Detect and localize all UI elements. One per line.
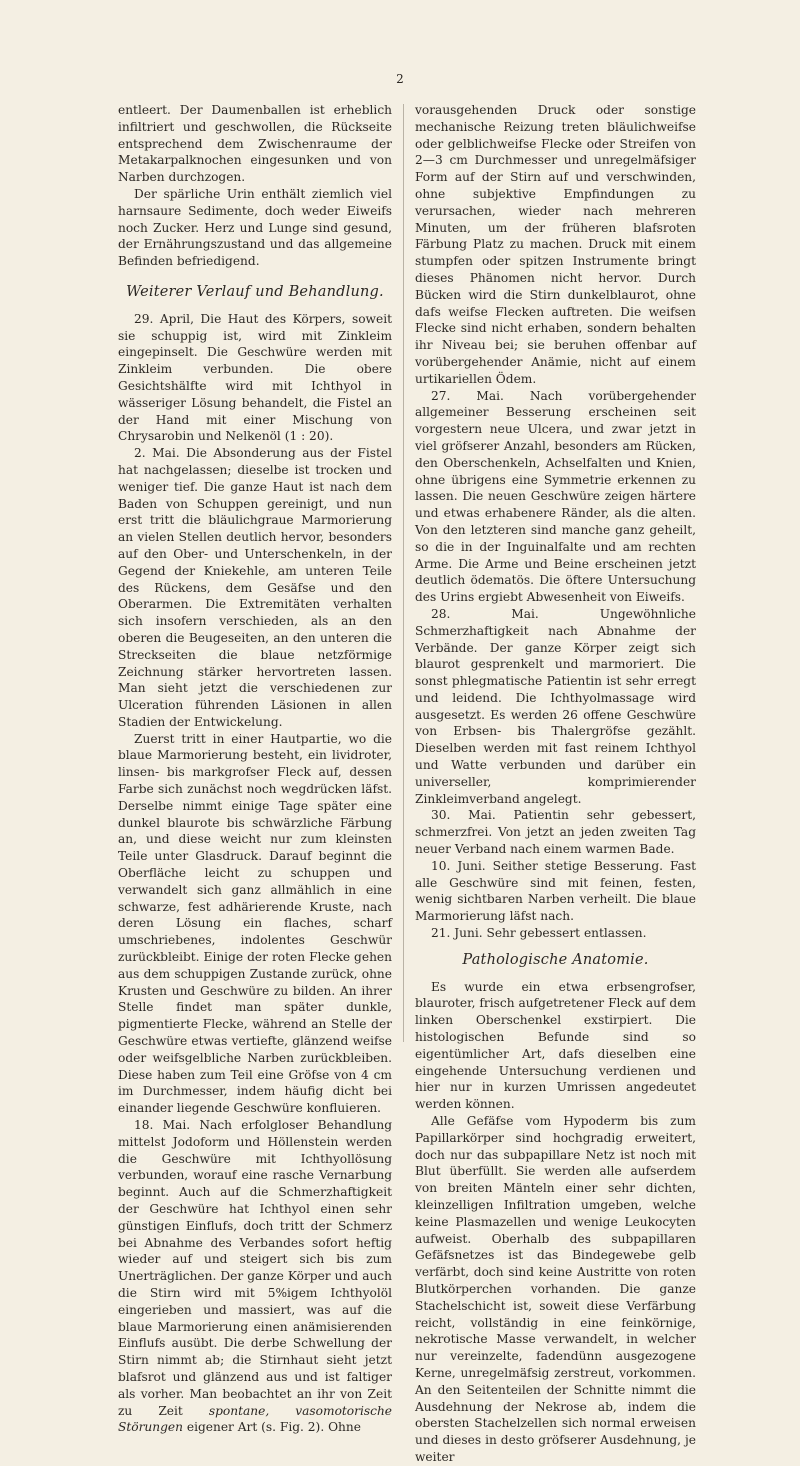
paragraph-18-mai-emphasis: spontane, vasomotorische Störungen	[118, 1403, 393, 1435]
paragraph-urine-findings: Der spärliche Urin enthält ziemlich viel harnsaure Sedimente, doch weder Eiweifs noch Zucker. Herz und Lunge sind gesund, der Ernährungszustand und das allgemeine Befinden befriedigend.	[118, 186, 392, 269]
column-divider	[403, 104, 404, 1042]
paragraph-2-mai: 2. Mai. Die Absonderung aus der Fistel hat nachgelassen; dieselbe ist trocken und weniger tief. Die ganze Haut ist nach dem Baden von Schuppen gereinigt, und nun erst tritt die bläulichgraue Marmorierung an vielen Stellen deutlich hervor, besonders auf den Ober- und Unterschenkeln, in der Gegend der Kniekehle, am unteren Teile des Rückens, dem Gesäfse und den Oberarmen. Die Extremitäten verhalten sich insofern verschieden, als an den oberen die Beugeseiten, an den unteren die Streckseiten die blaue netzförmige Zeichnung stärker hervortreten lassen. Man sieht jetzt die verschiedenen zur Ulceration führenden Läsionen in allen Stadien der Entwickelung.	[118, 446, 392, 729]
paragraph-29-april: 29. April, Die Haut des Körpers, soweit sie schuppig ist, wird mit Zinkleim eingepinselt. Die Geschwüre werden mit Zinkleim verbunden. Die obere Gesichtshälfte wird mit Ichthyol in wässeriger Lösung behandelt, die Fistel an der Hand mit einer Mischung von Chrysarobin und Nelkenöl (1 : 20).	[118, 311, 392, 444]
right-column	[415, 102, 696, 1466]
section-heading-course-treatment: Weiterer Verlauf und Behandlung.	[126, 283, 384, 300]
paragraph-21-juni: 21. Juni. Sehr gebessert entlassen.	[431, 926, 647, 941]
paragraph-pathology-1: Es wurde ein etwa erbsengrofser, blauroter, frisch aufgetretener Fleck auf dem linken Oberschenkel exstirpiert. Die histologischen Befunde sind so eigentümlicher Art, dafs dieselben eine eingehende Untersuchung verdienen und hier nur in kurzen Umrissen angedeutet werden können.	[415, 979, 696, 1112]
paragraph-30-mai: 30. Mai. Patientin sehr gebessert, schmerzfrei. Von jetzt an jeden zweiten Tag neuer Verband nach einem warmen Bade.	[415, 808, 696, 857]
paragraph-intro-continued: entleert. Der Daumenballen ist erheblich infiltriert und geschwollen, die Rückseite entsprechend dem Zwischenraume der Metakarpalknochen eingesunken und von Narben durchzogen.	[118, 103, 392, 185]
paragraph-continued: vorausgehenden Druck oder sonstige mechanische Reizung treten bläulichweifse oder gelblichweifse Flecke oder Streifen von 2—3 cm Durchmesser und unregelmäfsiger Form auf der Stirn auf und verschwinden, ohne subjektive Empfindungen zu verursachen, wieder nach mehreren Minuten, um der früheren blafsroten Färbung Platz zu machen. Druck mit einem stumpfen oder spitzen Instrumente bringt dieses Phänomen nicht hervor. Durch Bücken wird die Stirn dunkelblaurot, ohne dafs weifse Flecken auftreten. Die weifsen Flecke sind nicht erhaben, sondern behalten ihr Niveau bei; sie beruhen offenbar auf vorübergehender Anämie, nicht auf einem urtikariellen Ödem.	[415, 103, 696, 386]
left-column	[118, 102, 392, 1436]
paragraph-18-mai	[118, 1117, 392, 1436]
paragraph-18-mai-tail: eigener Art (s. Fig. 2). Ohne	[186, 1420, 361, 1435]
section-heading-pathology: Pathologische Anatomie.	[462, 951, 649, 968]
paragraph-pathology-2: Alle Gefäfse vom Hypoderm bis zum Papillarkörper sind hochgradig erweitert, doch nur das subpapillare Netz ist noch mit Blut überfüllt. Sie werden alle aufserdem von breiten Mänteln einer sehr dichten, kleinzelligen Infiltration umgeben, welche keine Plasmazellen und wenige Leukocyten aufweist. Oberhalb des subpapillaren Gefäfsnetzes ist das Bindegewebe gelb verfärbt, doch sind keine Austritte von roten Blutkörperchen vorhanden. Die ganze Stachelschicht ist, soweit diese Verfärbung reicht, vollständig in eine feinkörnige, nekrotische Masse verwandelt, in welcher nur vereinzelte, fadendünn ausgezogene Kerne, unregelmäfsig zerstreut, vorkommen. An den Seitenteilen der Schnitte nimmt die Ausdehnung der Nekrose ab, indem die obersten Stachelzellen sich normal erweisen und dieses in desto gröfserer Ausdehnung, je weiter	[415, 1114, 696, 1464]
paragraph-10-juni: 10. Juni. Seither stetige Besserung. Fast alle Geschwüre sind mit feinen, festen, wenig sichtbaren Narben verheilt. Die blaue Marmorierung läfst nach.	[415, 858, 696, 924]
paragraph-18-mai-text: 18. Mai. Nach erfolgloser Behandlung mittelst Jodoform und Höllenstein werden die Geschwüre mit Ichthyollösung verbunden, worauf eine rasche Vernarbung beginnt. Auch auf die Schmerzhaftigkeit der Geschwüre hat Ichthyol einen sehr günstigen Einflufs, doch tritt der Schmerz bei Abnahme des Verbandes sofort heftig wieder auf und steigert sich bis zum Unerträglichen. Der ganze Körper und auch die Stirn wird mit 5%igem Ichthyolöl eingerieben und massiert, was auf die blaue Marmorierung einen anämisierenden Einflufs ausübt. Die derbe Schwellung der Stirn nimmt ab; die Stirnhaut sieht jetzt blafsrot und glänzend aus und ist faltiger als vorher. Man beobachtet an ihr von Zeit zu Zeit	[118, 1118, 392, 1418]
paragraph-27-mai: 27. Mai. Nach vorübergehender allgemeiner Besserung erscheinen seit vorgestern neue Ulcera, und zwar jetzt in viel gröfserer Anzahl, besonders am Rücken, den Oberschenkeln, Achselfalten und Knien, ohne übrigens eine Symmetrie erkennen zu lassen. Die neuen Geschwüre zeigen härtere und etwas erhabenere Ränder, als die alten. Von den letzteren sind manche ganz geheilt, so die in der Inguinalfalte und am rechten Arme. Die Arme und Beine erscheinen jetzt deutlich ödematös. Die öftere Untersuchung des Urins ergiebt Abwesenheit von Eiweifs.	[415, 388, 696, 605]
page-number: 2	[396, 72, 404, 86]
paragraph-28-mai: 28. Mai. Ungewöhnliche Schmerzhaftigkeit nach Abnahme der Verbände. Der ganze Körper zeigt sich blaurot gesprenkelt und marmoriert. Die sonst phlegmatische Patientin ist sehr erregt und leidend. Die Ichthyolmassage wird ausgesetzt. Es werden 26 offene Geschwüre von Erbsen- bis Thalergröfse gezählt. Dieselben werden mit fast reinem Ichthyol und Watte verbunden und darüber ein universeller, komprimierender Zinkleimverband angelegt.	[415, 606, 696, 806]
paragraph-zuerst: Zuerst tritt in einer Hautpartie, wo die blaue Marmorierung besteht, ein lividroter, linsen- bis markgrofser Fleck auf, dessen Farbe sich zunächst noch wegdrücken läfst. Derselbe nimmt einige Tage später eine dunkel blaurote bis schwärzliche Färbung an, und diese weicht nur zum kleinsten Teile unter Glasdruck. Darauf beginnt die Oberfläche leicht zu schuppen und verwandelt sich ganz allmählich in eine schwarze, fest adhärierende Kruste, nach deren Lösung ein flaches, scharf umschriebenes, indolentes Geschwür zurückbleibt. Einige der roten Flecke gehen aus dem schuppigen Zustande zurück, ohne Krusten und Geschwüre zu bilden. An ihrer Stelle findet man später dunkle, pigmentierte Flecke, während an Stelle der Geschwüre etwas vertiefte, glänzend weifse oder weifsgelbliche Narben zurückbleiben. Diese haben zum Teil eine Gröfse von 4 cm im Durchmesser, indem häufig dicht bei einander liegende Geschwüre konfluieren.	[118, 731, 392, 1116]
